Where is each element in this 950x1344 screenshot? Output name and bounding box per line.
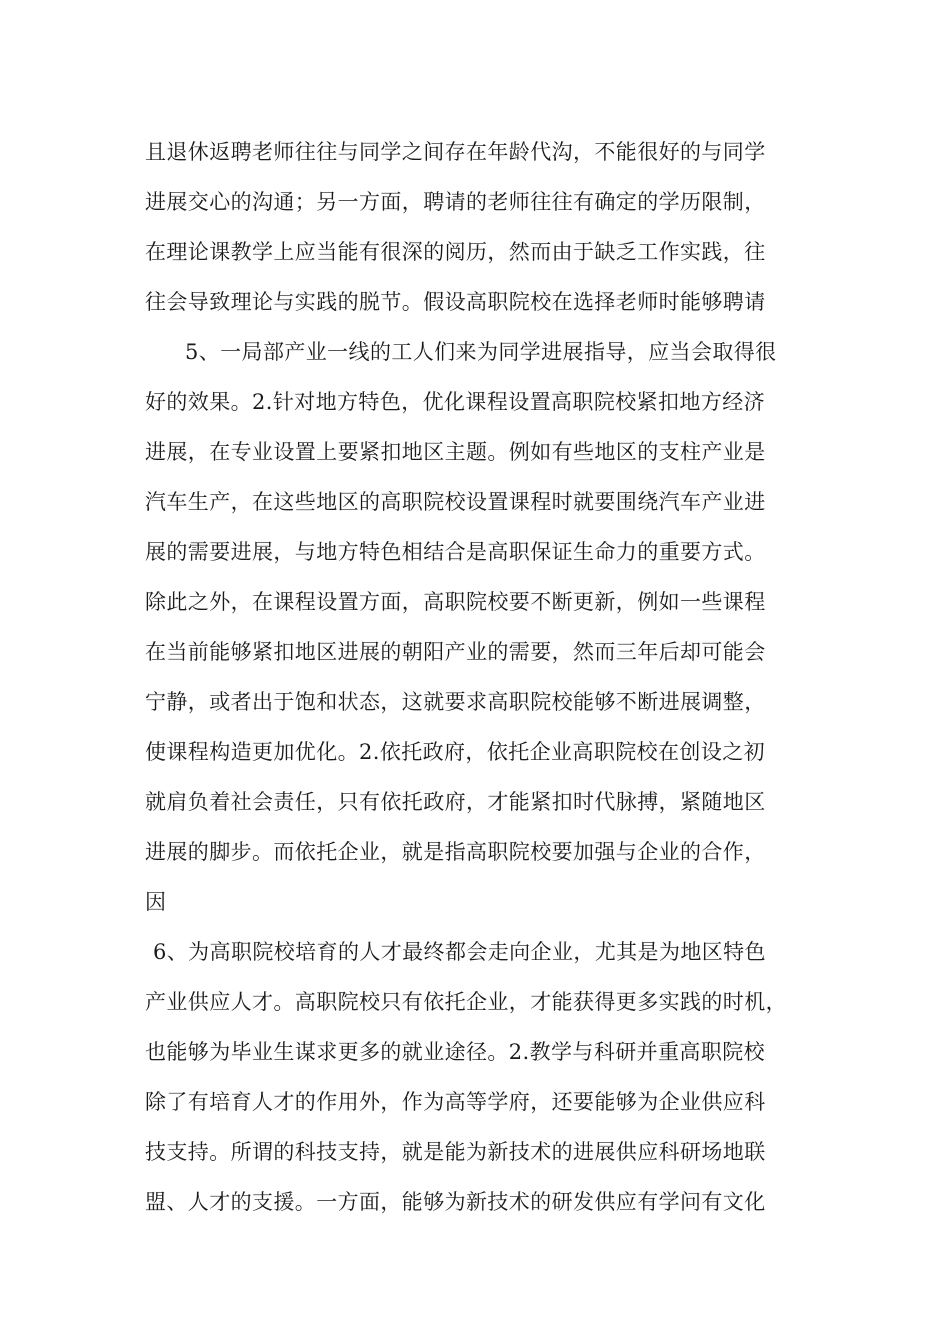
text-line: 好的效果。2.针对地方特色，优化课程设置高职院校紧扣地方经济	[145, 390, 766, 414]
text-line: 往会导致理论与实践的脱节。假设高职院校在选择老师时能够聘请	[145, 290, 766, 314]
text-line: 进展，在专业设置上要紧扣地区主题。例如有些地区的支柱产业是	[145, 440, 766, 464]
text-line: 进展交心的沟通；另一方面，聘请的老师往往有确定的学历限制，	[145, 190, 766, 214]
text-line: 汽车生产，在这些地区的高职院校设置课程时就要围绕汽车产业进	[145, 490, 766, 514]
paragraph-5-first-line: 5、一局部产业一线的工人们来为同学进展指导，应当会取得很	[185, 340, 777, 364]
text-line: 进展的脚步。而依托企业，就是指高职院校要加强与企业的合作，	[145, 840, 766, 864]
text-line: 在理论课教学上应当能有很深的阅历，然而由于缺乏工作实践，往	[145, 240, 766, 264]
text-line: 产业供应人才。高职院校只有依托企业，才能获得更多实践的时机，	[145, 990, 787, 1014]
text-line: 除了有培育人才的作用外，作为高等学府，还要能够为企业供应科	[145, 1090, 766, 1114]
text-line: 盟、人才的支援。一方面，能够为新技术的研发供应有学问有文化	[145, 1190, 766, 1214]
text-line: 展的需要进展，与地方特色相结合是高职保证生命力的重要方式。	[145, 540, 766, 564]
text-line: 除此之外，在课程设置方面，高职院校要不断更新，例如一些课程	[145, 590, 766, 614]
text-line: 技支持。所谓的科技支持，就是能为新技术的进展供应科研场地联	[145, 1140, 766, 1164]
text-line: 在当前能够紧扣地区进展的朝阳产业的需要，然而三年后却可能会	[145, 640, 766, 664]
paragraph-6-first-line: 6、为高职院校培育的人才最终都会走向企业，尤其是为地区特色	[153, 940, 766, 964]
text-line: 就肩负着社会责任，只有依托政府，才能紧扣时代脉搏，紧随地区	[145, 790, 766, 814]
text-line: 因	[145, 890, 167, 914]
text-line: 也能够为毕业生谋求更多的就业途径。2.教学与科研并重高职院校	[145, 1040, 766, 1064]
text-line: 且退休返聘老师往往与同学之间存在年龄代沟，不能很好的与同学	[145, 140, 766, 164]
text-line: 宁静，或者出于饱和状态，这就要求高职院校能够不断进展调整，	[145, 690, 766, 714]
text-line: 使课程构造更加优化。2.依托政府，依托企业高职院校在创设之初	[145, 740, 766, 764]
